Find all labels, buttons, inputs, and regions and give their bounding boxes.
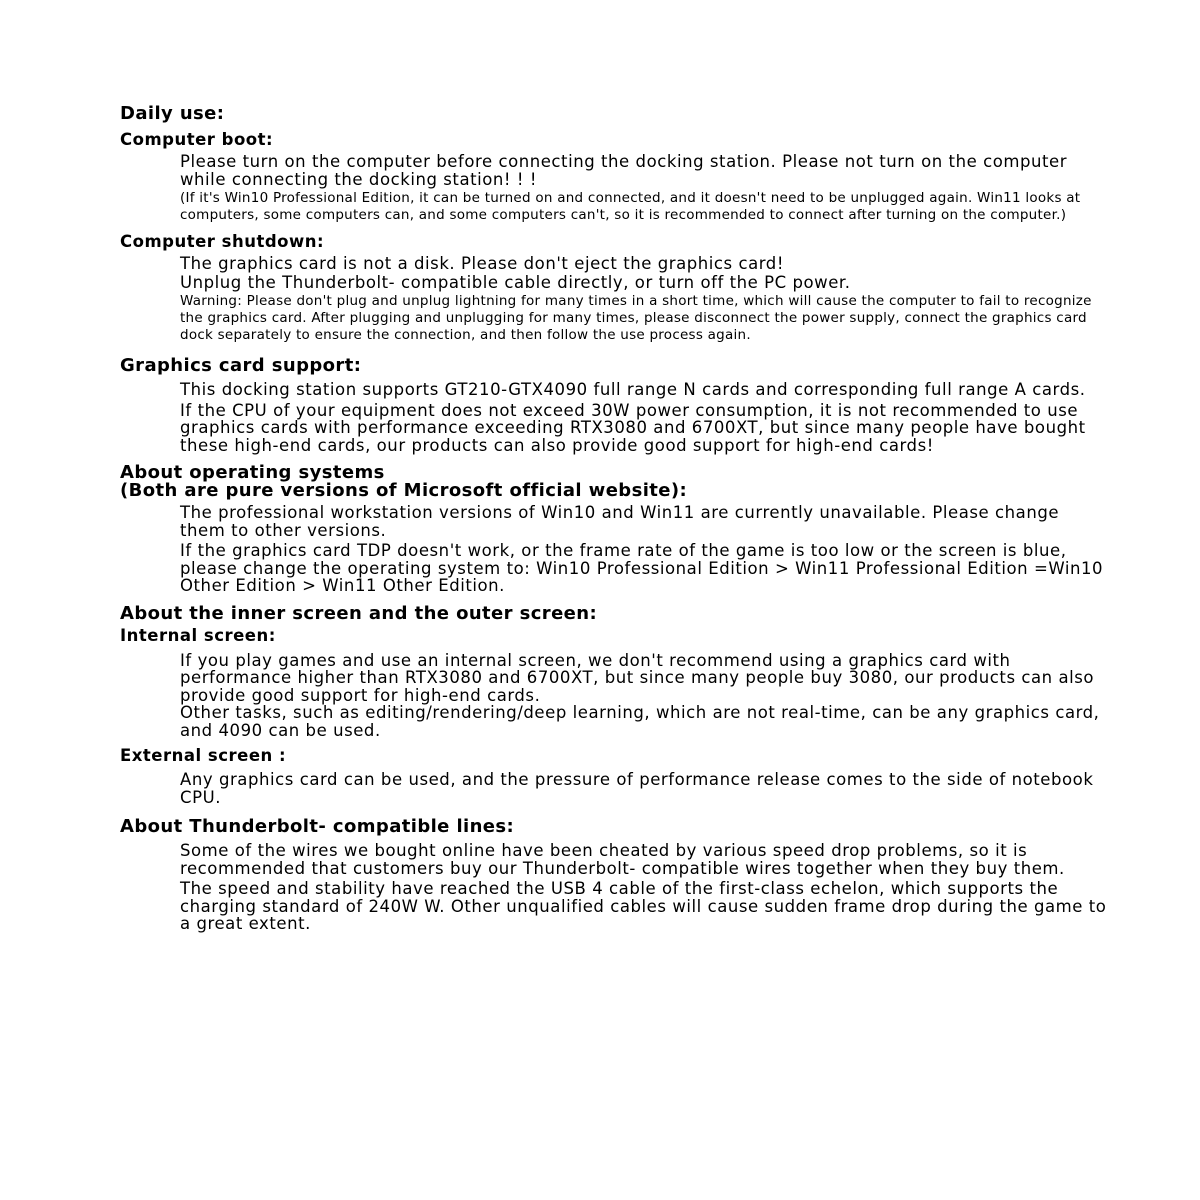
section-title-thunderbolt-lines: About Thunderbolt- compatible lines: [120,816,515,838]
computer-shutdown-paragraph-1: The graphics card is not a disk. Please don't eject the graphics card! [180,253,784,273]
section-title-graphics-card-support: Graphics card support: [120,355,362,377]
internal-screen-paragraph-2: Other tasks, such as editing/rendering/deep learning, which are not real-time, can be any graphics card, and 4090 can be used. [180,703,1100,740]
operating-systems-paragraph-2: If the graphics card TDP doesn't work, or the frame rate of the game is too low or the screen is blue, please change the operating system to: Win10 Professional Edition > Win11 Professional Edition =Win10 Other Edition > Win11 Other Edition. [180,541,1104,596]
operating-systems-paragraph-1: The professional workstation versions of Win10 and Win11 are currently unavailable. Please change them to other versions. [180,503,1060,540]
section-title-inner-outer-screen: About the inner screen and the outer screen: [120,602,598,624]
thunderbolt-paragraph-2: The speed and stability have reached the USB 4 cable of the first-class echelon, which supports the charging standard of 240W W. Other unqualified cables will cause sudden frame drop during the game to a great extent. [180,879,1107,934]
section-title-daily-use: Daily use: [120,103,225,124]
section-title-operating-systems [120,464,1110,500]
subsection-title-computer-boot: Computer boot: [120,130,274,149]
computer-shutdown-warning: Warning: Please don't plug and unplug lightning for many times in a short time, which will cause the computer to fail to recognize the graphics card. After plugging and unplugging for many times, please disconnect the power supply, connect the graphics card dock separately to ensure the connection, and then follow the use process again. [180,292,1092,344]
subsection-title-external-screen: External screen : [120,746,287,766]
external-screen-paragraph: Any graphics card can be used, and the pressure of performance release comes to the side of notebook CPU. [180,770,1094,807]
graphics-support-paragraph-2: If the CPU of your equipment does not exceed 30W power consumption, it is not recommended to use graphics cards with performance exceeding RTX3080 and 6700XT, but since many people have bought these high-end cards, our products can also provide good support for high-end cards! [180,400,1086,455]
document-body [120,104,1110,933]
operating-systems-title-line-2: (Both are pure versions of Microsoft official website): [120,480,688,502]
subsection-title-internal-screen: Internal screen: [120,625,276,645]
internal-screen-paragraph-1: If you play games and use an internal screen, we don't recommend using a graphics card with performance higher than RTX3080 and 6700XT, but since many people buy 3080, our products can also provide good support for high-end cards. [180,650,1095,705]
computer-boot-paragraph: Please turn on the computer before connecting the docking station. Please not turn on the computer while connecting the docking station! ! ! [180,152,1068,189]
computer-boot-note: (If it's Win10 Professional Edition, it can be turned on and connected, and it doesn't need to be unplugged again. Win11 looks at computers, some computers can, and some computers can't, so it is recommended to connect after turning on the computer.) [180,190,1081,224]
operating-systems-title-line-1: About operating systems [120,462,385,484]
subsection-title-computer-shutdown: Computer shutdown: [120,231,325,251]
thunderbolt-paragraph-1: Some of the wires we bought online have been cheated by various speed drop problems, so it is recommended that customers buy our Thunderbolt- compatible wires together when they buy them. [180,841,1065,878]
computer-shutdown-paragraph-2: Unplug the Thunderbolt- compatible cable directly, or turn off the PC power. [180,273,851,293]
graphics-support-paragraph-1: This docking station supports GT210-GTX4090 full range N cards and corresponding full range A cards. [180,380,1086,400]
